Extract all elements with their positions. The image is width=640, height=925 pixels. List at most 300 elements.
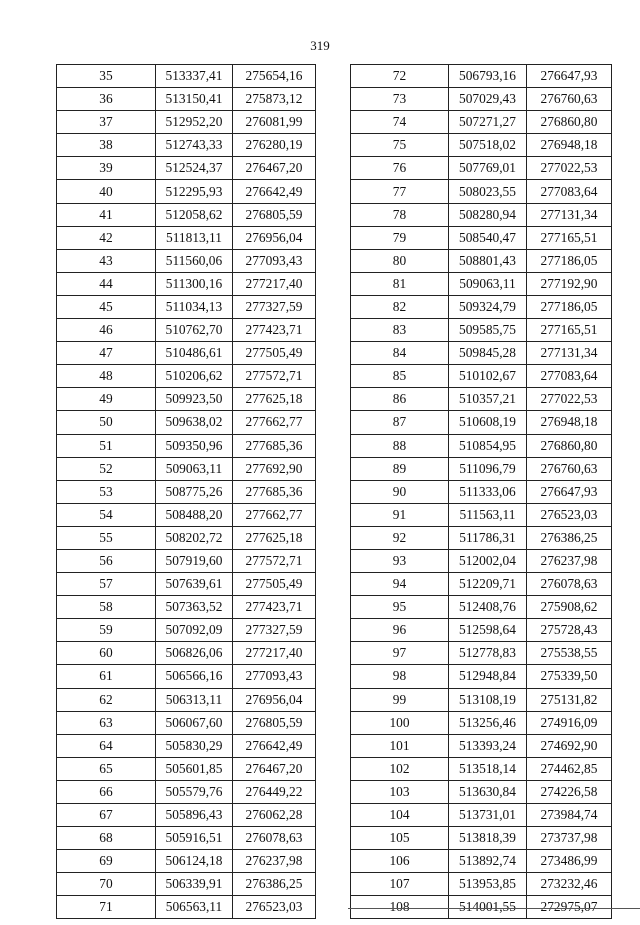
point-number-cell: 75 [351,134,449,157]
y-coordinate-cell: 277165,51 [527,226,612,249]
table-row [351,180,612,203]
y-coordinate-cell: 277093,43 [233,665,316,688]
y-coordinate-cell: 277685,36 [233,480,316,503]
table-row [57,873,316,896]
y-coordinate-cell: 277572,71 [233,365,316,388]
point-number-cell: 68 [57,827,156,850]
point-number-cell: 70 [57,873,156,896]
y-coordinate-cell: 273486,99 [527,850,612,873]
point-number-cell: 91 [351,503,449,526]
table-row [351,134,612,157]
point-number-cell: 65 [57,757,156,780]
point-number-cell: 69 [57,850,156,873]
y-coordinate-cell: 276237,98 [233,850,316,873]
y-coordinate-cell: 275131,82 [527,688,612,711]
table-row [351,65,612,88]
x-coordinate-cell: 511786,31 [449,526,527,549]
point-number-cell: 79 [351,226,449,249]
x-coordinate-cell: 509585,75 [449,319,527,342]
point-number-cell: 95 [351,596,449,619]
table-row [351,272,612,295]
table-row [57,272,316,295]
x-coordinate-cell: 509063,11 [156,457,233,480]
x-coordinate-cell: 512778,83 [449,642,527,665]
y-coordinate-cell: 277186,05 [527,295,612,318]
y-coordinate-cell: 277662,77 [233,411,316,434]
table-row [351,319,612,342]
page-number: 319 [310,38,330,53]
y-coordinate-cell: 275873,12 [233,88,316,111]
coordinates-table-left-body [57,65,316,919]
x-coordinate-cell: 506826,06 [156,642,233,665]
x-coordinate-cell: 512948,84 [449,665,527,688]
point-number-cell: 89 [351,457,449,480]
table-row [351,365,612,388]
point-number-cell: 104 [351,804,449,827]
x-coordinate-cell: 505601,85 [156,757,233,780]
table-row [57,319,316,342]
y-coordinate-cell: 277327,59 [233,619,316,642]
y-coordinate-cell: 277662,77 [233,503,316,526]
table-row [351,549,612,572]
x-coordinate-cell: 508488,20 [156,503,233,526]
table-row [57,365,316,388]
point-number-cell: 44 [57,272,156,295]
y-coordinate-cell: 273737,98 [527,827,612,850]
point-number-cell: 94 [351,573,449,596]
x-coordinate-cell: 512209,71 [449,573,527,596]
table-row [351,111,612,134]
point-number-cell: 81 [351,272,449,295]
x-coordinate-cell: 507639,61 [156,573,233,596]
y-coordinate-cell: 276280,19 [233,134,316,157]
x-coordinate-cell: 511560,06 [156,249,233,272]
table-row [351,873,612,896]
x-coordinate-cell: 509063,11 [449,272,527,295]
table-row [351,503,612,526]
point-number-cell: 63 [57,711,156,734]
point-number-cell: 36 [57,88,156,111]
table-row [57,827,316,850]
point-number-cell: 87 [351,411,449,434]
y-coordinate-cell: 276467,20 [233,157,316,180]
y-coordinate-cell: 275654,16 [233,65,316,88]
table-row [57,180,316,203]
table-row [351,457,612,480]
x-coordinate-cell: 512524,37 [156,157,233,180]
y-coordinate-cell: 276948,18 [527,411,612,434]
x-coordinate-cell: 511563,11 [449,503,527,526]
y-coordinate-cell: 276523,03 [233,896,316,919]
coordinates-table-right-body [351,65,612,919]
point-number-cell: 50 [57,411,156,434]
point-number-cell: 100 [351,711,449,734]
table-row [57,88,316,111]
point-number-cell: 46 [57,319,156,342]
point-number-cell: 92 [351,526,449,549]
x-coordinate-cell: 511300,16 [156,272,233,295]
table-row [57,65,316,88]
point-number-cell: 102 [351,757,449,780]
table-row [57,573,316,596]
table-row [57,688,316,711]
point-number-cell: 41 [57,203,156,226]
x-coordinate-cell: 505579,76 [156,780,233,803]
x-coordinate-cell: 505896,43 [156,804,233,827]
point-number-cell: 101 [351,734,449,757]
y-coordinate-cell: 276062,28 [233,804,316,827]
table-row [57,480,316,503]
table-row [57,457,316,480]
table-row [351,388,612,411]
point-number-cell: 40 [57,180,156,203]
x-coordinate-cell: 507092,09 [156,619,233,642]
table-row [57,642,316,665]
point-number-cell: 80 [351,249,449,272]
y-coordinate-cell: 277327,59 [233,295,316,318]
x-coordinate-cell: 506067,60 [156,711,233,734]
point-number-cell: 60 [57,642,156,665]
x-coordinate-cell: 512058,62 [156,203,233,226]
point-number-cell: 103 [351,780,449,803]
table-row [57,226,316,249]
y-coordinate-cell: 277186,05 [527,249,612,272]
point-number-cell: 106 [351,850,449,873]
table-row [57,134,316,157]
x-coordinate-cell: 506563,11 [156,896,233,919]
point-number-cell: 97 [351,642,449,665]
point-number-cell: 49 [57,388,156,411]
table-row [57,526,316,549]
table-row [57,619,316,642]
table-row [57,850,316,873]
y-coordinate-cell: 277131,34 [527,342,612,365]
y-coordinate-cell: 276523,03 [527,503,612,526]
point-number-cell: 57 [57,573,156,596]
y-coordinate-cell: 277625,18 [233,388,316,411]
x-coordinate-cell: 513150,41 [156,88,233,111]
table-row [351,203,612,226]
x-coordinate-cell: 510854,95 [449,434,527,457]
y-coordinate-cell: 276642,49 [233,734,316,757]
y-coordinate-cell: 276860,80 [527,111,612,134]
x-coordinate-cell: 511333,06 [449,480,527,503]
table-row [351,526,612,549]
point-number-cell: 74 [351,111,449,134]
point-number-cell: 53 [57,480,156,503]
x-coordinate-cell: 508775,26 [156,480,233,503]
table-row [57,665,316,688]
x-coordinate-cell: 506566,16 [156,665,233,688]
point-number-cell: 39 [57,157,156,180]
point-number-cell: 67 [57,804,156,827]
x-coordinate-cell: 507271,27 [449,111,527,134]
y-coordinate-cell: 277572,71 [233,549,316,572]
point-number-cell: 43 [57,249,156,272]
table-row [57,804,316,827]
x-coordinate-cell: 510762,70 [156,319,233,342]
x-coordinate-cell: 513256,46 [449,711,527,734]
table-row [351,711,612,734]
x-coordinate-cell: 513630,84 [449,780,527,803]
y-coordinate-cell: 276647,93 [527,480,612,503]
point-number-cell: 64 [57,734,156,757]
x-coordinate-cell: 511813,11 [156,226,233,249]
y-coordinate-cell: 276805,59 [233,711,316,734]
point-number-cell: 56 [57,549,156,572]
coordinates-table-right [350,64,612,919]
table-row [57,549,316,572]
table-row [351,734,612,757]
table-row [351,342,612,365]
point-number-cell: 35 [57,65,156,88]
table-row [57,711,316,734]
table-row [351,295,612,318]
point-number-cell: 77 [351,180,449,203]
table-row [351,411,612,434]
x-coordinate-cell: 511034,13 [156,295,233,318]
point-number-cell: 73 [351,88,449,111]
x-coordinate-cell: 513337,41 [156,65,233,88]
table-row [351,665,612,688]
table-row [57,111,316,134]
y-coordinate-cell: 277505,49 [233,342,316,365]
point-number-cell: 45 [57,295,156,318]
y-coordinate-cell: 277505,49 [233,573,316,596]
point-number-cell: 62 [57,688,156,711]
y-coordinate-cell: 276760,63 [527,88,612,111]
y-coordinate-cell: 276642,49 [233,180,316,203]
x-coordinate-cell: 513953,85 [449,873,527,896]
x-coordinate-cell: 507363,52 [156,596,233,619]
x-coordinate-cell: 509923,50 [156,388,233,411]
point-number-cell: 59 [57,619,156,642]
table-row [351,226,612,249]
x-coordinate-cell: 509350,96 [156,434,233,457]
y-coordinate-cell: 277131,34 [527,203,612,226]
y-coordinate-cell: 276081,99 [233,111,316,134]
x-coordinate-cell: 508801,43 [449,249,527,272]
table-row [351,88,612,111]
table-row [57,896,316,919]
x-coordinate-cell: 508280,94 [449,203,527,226]
point-number-cell: 58 [57,596,156,619]
point-number-cell: 86 [351,388,449,411]
y-coordinate-cell: 276956,04 [233,226,316,249]
x-coordinate-cell: 509845,28 [449,342,527,365]
x-coordinate-cell: 513108,19 [449,688,527,711]
y-coordinate-cell: 274462,85 [527,757,612,780]
x-coordinate-cell: 509324,79 [449,295,527,318]
point-number-cell: 84 [351,342,449,365]
point-number-cell: 42 [57,226,156,249]
x-coordinate-cell: 509638,02 [156,411,233,434]
table-row [351,249,612,272]
table-row [57,434,316,457]
x-coordinate-cell: 506793,16 [449,65,527,88]
x-coordinate-cell: 505830,29 [156,734,233,757]
x-coordinate-cell: 510102,67 [449,365,527,388]
y-coordinate-cell: 276386,25 [233,873,316,896]
table-row [57,295,316,318]
table-row [351,850,612,873]
y-coordinate-cell: 277217,40 [233,642,316,665]
y-coordinate-cell: 276467,20 [233,757,316,780]
x-coordinate-cell: 506339,91 [156,873,233,896]
table-row [351,619,612,642]
y-coordinate-cell: 276860,80 [527,434,612,457]
point-number-cell: 96 [351,619,449,642]
y-coordinate-cell: 275538,55 [527,642,612,665]
table-row [57,596,316,619]
y-coordinate-cell: 277692,90 [233,457,316,480]
point-number-cell: 99 [351,688,449,711]
point-number-cell: 76 [351,157,449,180]
point-number-cell: 61 [57,665,156,688]
x-coordinate-cell: 507029,43 [449,88,527,111]
point-number-cell: 71 [57,896,156,919]
y-coordinate-cell: 277192,90 [527,272,612,295]
bottom-rule [348,908,640,909]
point-number-cell: 85 [351,365,449,388]
y-coordinate-cell: 274692,90 [527,734,612,757]
x-coordinate-cell: 514001,55 [449,896,527,919]
point-number-cell: 105 [351,827,449,850]
x-coordinate-cell: 508202,72 [156,526,233,549]
y-coordinate-cell: 277022,53 [527,388,612,411]
x-coordinate-cell: 508023,55 [449,180,527,203]
y-coordinate-cell: 276956,04 [233,688,316,711]
y-coordinate-cell: 273984,74 [527,804,612,827]
x-coordinate-cell: 512598,64 [449,619,527,642]
y-coordinate-cell: 276760,63 [527,457,612,480]
table-row [351,434,612,457]
x-coordinate-cell: 512408,76 [449,596,527,619]
x-coordinate-cell: 506124,18 [156,850,233,873]
y-coordinate-cell: 277165,51 [527,319,612,342]
point-number-cell: 54 [57,503,156,526]
point-number-cell: 47 [57,342,156,365]
point-number-cell: 108 [351,896,449,919]
y-coordinate-cell: 277423,71 [233,596,316,619]
x-coordinate-cell: 513818,39 [449,827,527,850]
y-coordinate-cell: 272975,07 [527,896,612,919]
y-coordinate-cell: 276805,59 [233,203,316,226]
point-number-cell: 52 [57,457,156,480]
y-coordinate-cell: 277423,71 [233,319,316,342]
point-number-cell: 83 [351,319,449,342]
point-number-cell: 55 [57,526,156,549]
y-coordinate-cell: 276449,22 [233,780,316,803]
coordinates-table-left [56,64,316,919]
y-coordinate-cell: 275728,43 [527,619,612,642]
y-coordinate-cell: 275908,62 [527,596,612,619]
x-coordinate-cell: 507769,01 [449,157,527,180]
table-row [57,411,316,434]
y-coordinate-cell: 276647,93 [527,65,612,88]
point-number-cell: 90 [351,480,449,503]
x-coordinate-cell: 505916,51 [156,827,233,850]
table-row [57,342,316,365]
table-row [351,757,612,780]
table-row [351,827,612,850]
x-coordinate-cell: 513393,24 [449,734,527,757]
y-coordinate-cell: 277625,18 [233,526,316,549]
y-coordinate-cell: 274916,09 [527,711,612,734]
x-coordinate-cell: 510486,61 [156,342,233,365]
table-row [57,249,316,272]
point-number-cell: 88 [351,434,449,457]
x-coordinate-cell: 510608,19 [449,411,527,434]
point-number-cell: 72 [351,65,449,88]
y-coordinate-cell: 276078,63 [527,573,612,596]
table-row [351,157,612,180]
y-coordinate-cell: 277083,64 [527,365,612,388]
point-number-cell: 107 [351,873,449,896]
point-number-cell: 37 [57,111,156,134]
table-row [351,688,612,711]
x-coordinate-cell: 507919,60 [156,549,233,572]
x-coordinate-cell: 512295,93 [156,180,233,203]
x-coordinate-cell: 508540,47 [449,226,527,249]
y-coordinate-cell: 273232,46 [527,873,612,896]
y-coordinate-cell: 277217,40 [233,272,316,295]
y-coordinate-cell: 277093,43 [233,249,316,272]
x-coordinate-cell: 513731,01 [449,804,527,827]
table-row [351,480,612,503]
point-number-cell: 78 [351,203,449,226]
table-row [351,596,612,619]
point-number-cell: 51 [57,434,156,457]
point-number-cell: 98 [351,665,449,688]
y-coordinate-cell: 277022,53 [527,157,612,180]
table-row [351,804,612,827]
point-number-cell: 66 [57,780,156,803]
point-number-cell: 93 [351,549,449,572]
table-row [57,203,316,226]
table-row [57,757,316,780]
x-coordinate-cell: 506313,11 [156,688,233,711]
y-coordinate-cell: 276948,18 [527,134,612,157]
table-row [57,388,316,411]
table-row [351,573,612,596]
x-coordinate-cell: 512952,20 [156,111,233,134]
y-coordinate-cell: 277083,64 [527,180,612,203]
table-row [57,157,316,180]
point-number-cell: 48 [57,365,156,388]
table-row [351,780,612,803]
table-row [351,642,612,665]
x-coordinate-cell: 512743,33 [156,134,233,157]
x-coordinate-cell: 510357,21 [449,388,527,411]
x-coordinate-cell: 512002,04 [449,549,527,572]
x-coordinate-cell: 511096,79 [449,457,527,480]
x-coordinate-cell: 510206,62 [156,365,233,388]
table-row [57,503,316,526]
x-coordinate-cell: 507518,02 [449,134,527,157]
y-coordinate-cell: 275339,50 [527,665,612,688]
table-row [57,734,316,757]
y-coordinate-cell: 276078,63 [233,827,316,850]
y-coordinate-cell: 276237,98 [527,549,612,572]
x-coordinate-cell: 513518,14 [449,757,527,780]
y-coordinate-cell: 274226,58 [527,780,612,803]
y-coordinate-cell: 277685,36 [233,434,316,457]
point-number-cell: 38 [57,134,156,157]
x-coordinate-cell: 513892,74 [449,850,527,873]
point-number-cell: 82 [351,295,449,318]
table-row [57,780,316,803]
